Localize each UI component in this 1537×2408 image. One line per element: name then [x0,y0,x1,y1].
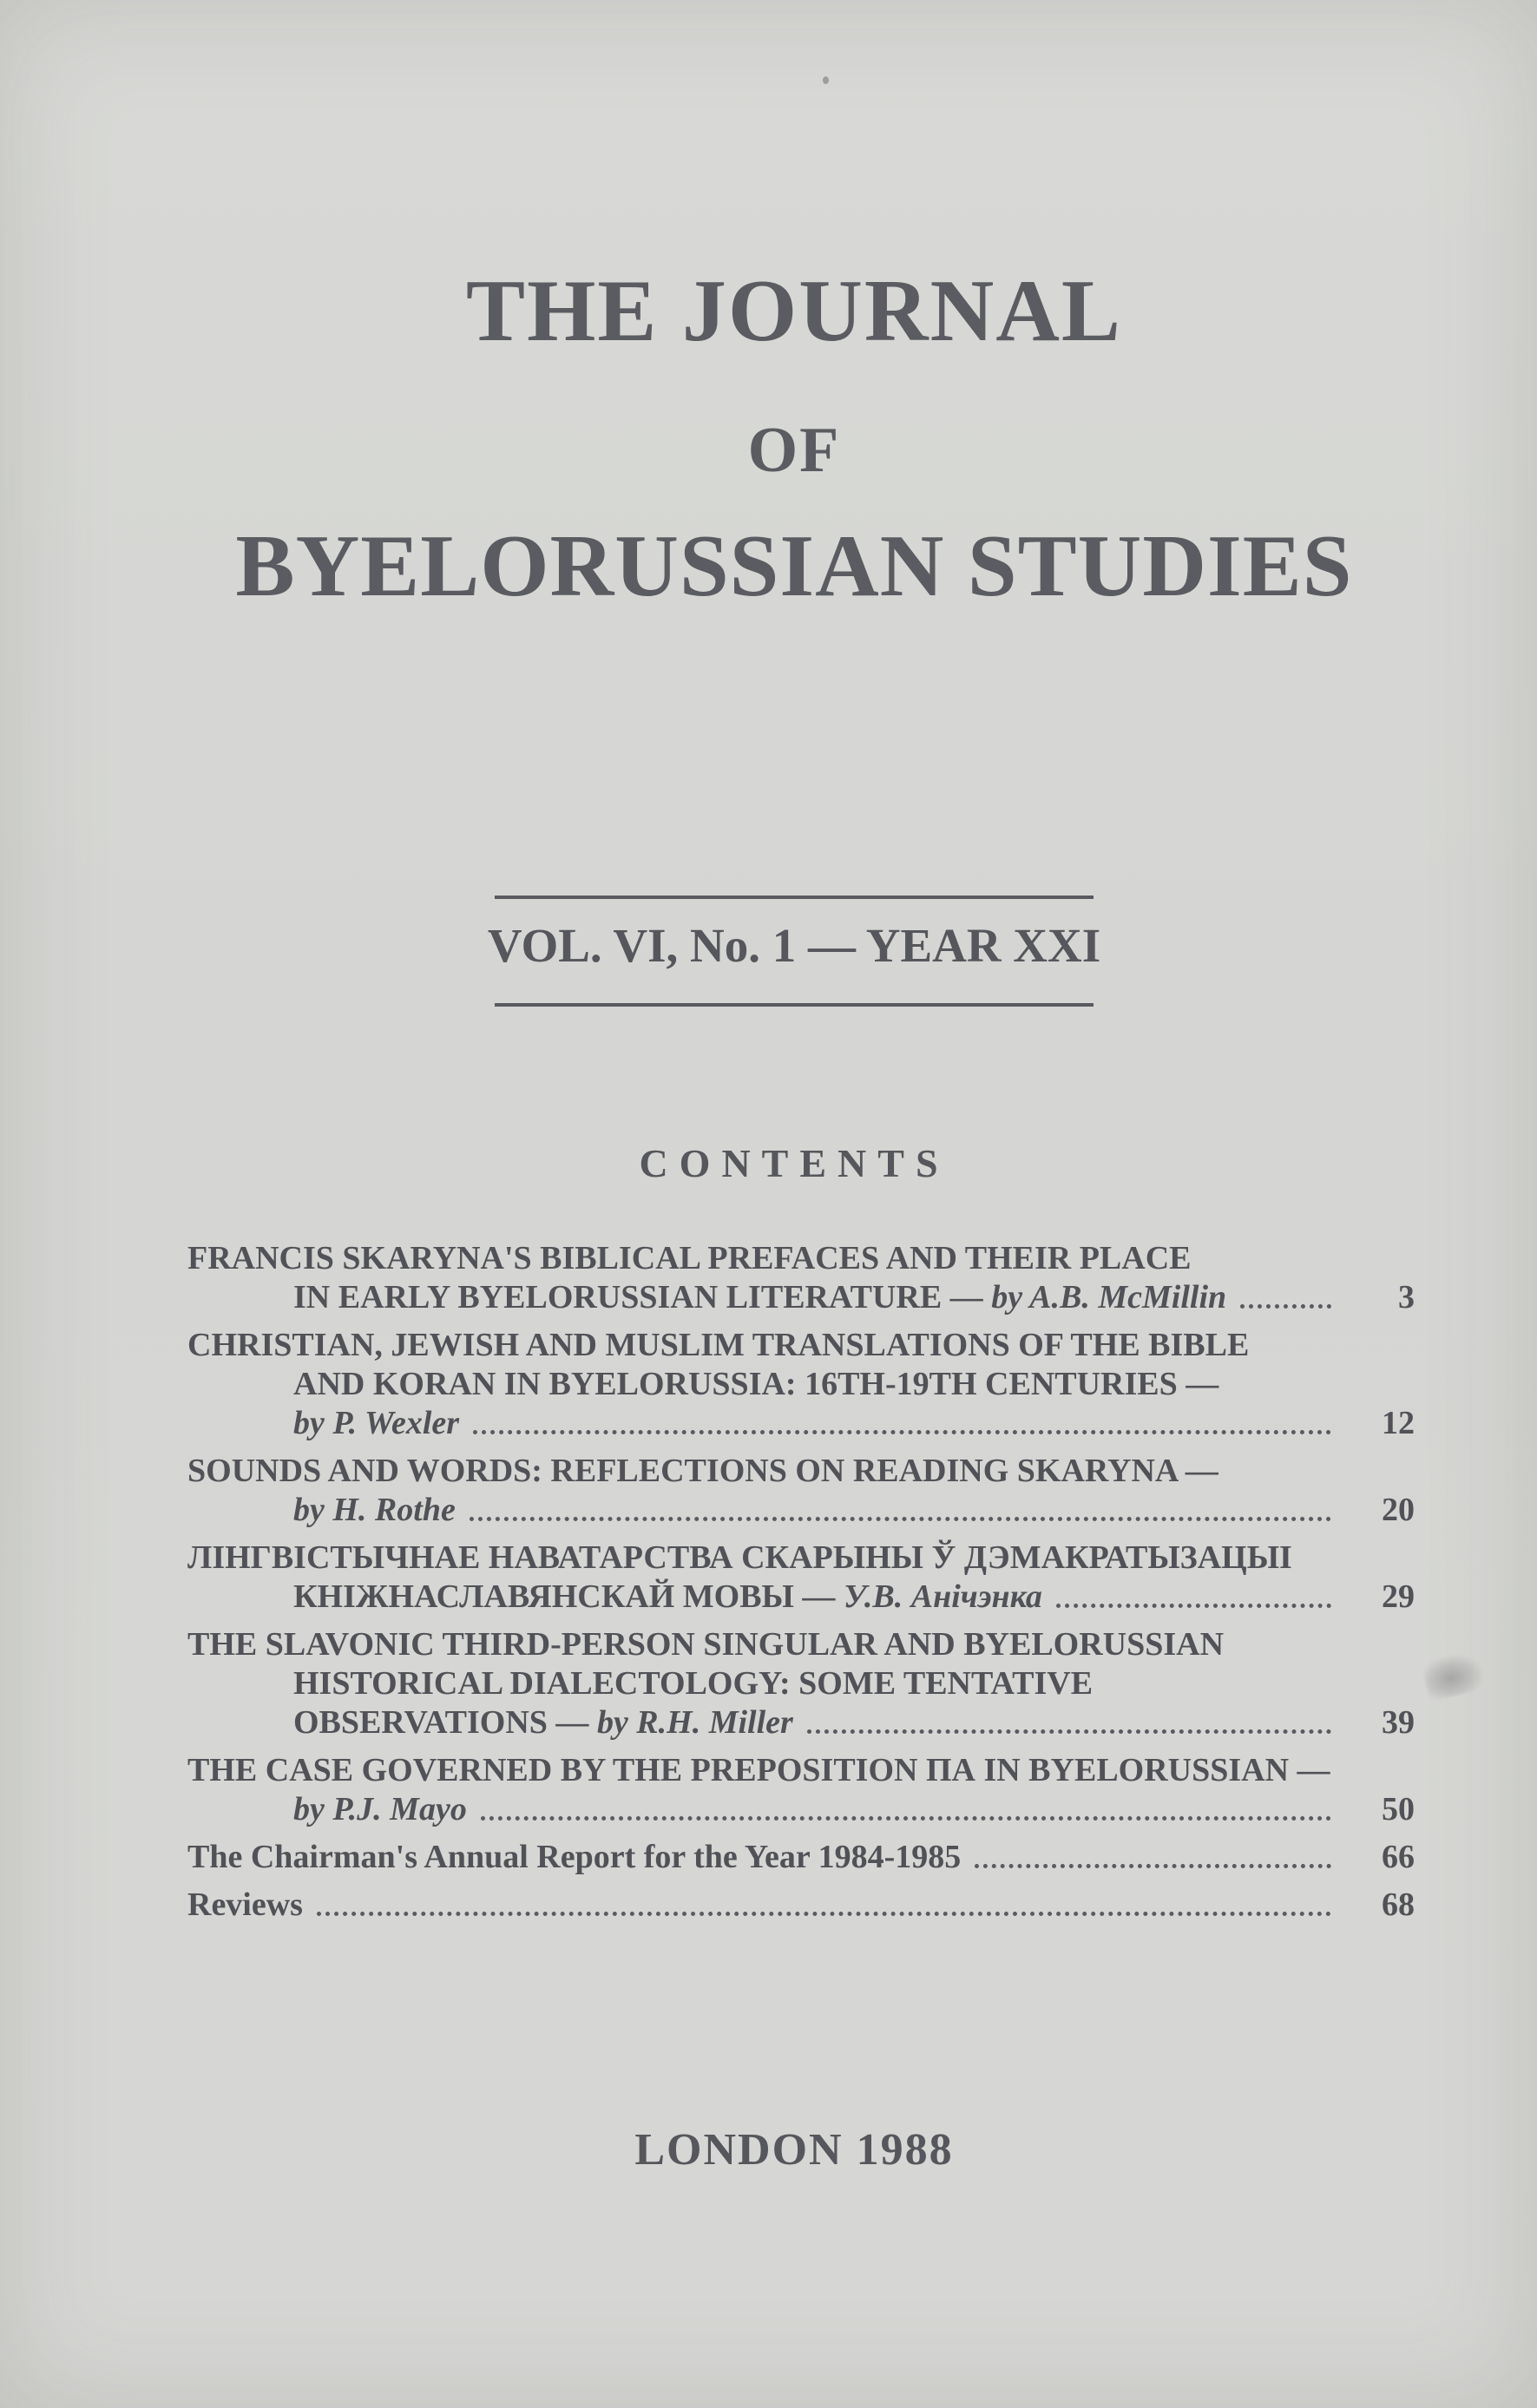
toc-title-text: FRANCIS SKARYNA'S BIBLICAL PREFACES AND THEIR PLACE [187,1240,1192,1276]
toc-title-text: Reviews [187,1886,303,1923]
toc-title-text: HISTORICAL DIALECTOLOGY: SOME TENTATIVE [293,1665,1094,1702]
scan-artifact-speck [823,76,829,84]
toc-title-text: OBSERVATIONS — [293,1704,597,1741]
toc-line [187,1664,1415,1703]
toc-entry [187,1838,1415,1877]
toc-title-text: CHRISTIAN, JEWISH AND MUSLIM TRANSLATIONS OF THE BIBLE [187,1327,1250,1363]
toc-page-number: 39 [1382,1704,1415,1741]
toc-entry [187,1886,1415,1925]
toc-line [187,1239,1415,1278]
toc-author: У.В. Анічэнка [843,1578,1042,1615]
toc-line [187,1790,1415,1829]
imprint-line: LONDON 1988 [634,2125,954,2175]
toc-entry [187,1326,1415,1443]
toc-line [187,1452,1415,1491]
toc-entry [187,1751,1415,1829]
toc-line [187,1751,1415,1790]
toc-line [187,1703,1415,1742]
page-content [174,0,1415,2408]
toc-author: by A.B. McMillin [991,1279,1227,1316]
toc-page-number: 50 [1382,1791,1415,1827]
volume-rule-bottom [495,1003,1094,1007]
toc-line [187,1491,1415,1530]
toc-line [187,1625,1415,1664]
toc-author: by R.H. Miller [596,1704,793,1741]
scan-artifact-smudge [1422,1650,1486,1702]
volume-issue-line: VOL. VI, No. 1 — YEAR XXI [487,919,1101,972]
toc-title-text: SOUNDS AND WORDS: REFLECTIONS ON READING SKARYNA — [187,1453,1218,1489]
journal-title-line2: OF [747,415,841,486]
toc-title-text: THE SLAVONIC THIRD-PERSON SINGULAR AND BYELORUSSIAN [187,1626,1225,1663]
toc-entry [187,1452,1415,1530]
contents-list [187,1239,1415,1925]
toc-page-number: 68 [1382,1886,1415,1923]
toc-page-number: 12 [1382,1405,1415,1441]
journal-title-line1: THE JOURNAL [466,262,1122,360]
toc-title-text: КНІЖНАСЛАВЯНСКАЙ МОВЫ — [293,1578,844,1615]
toc-page-number: 3 [1398,1279,1415,1316]
toc-page-number: 29 [1382,1578,1415,1615]
toc-title-text: AND KORAN IN BYELORUSSIA: 16TH-19TH CENTURIES — [293,1366,1219,1402]
toc-page-number: 20 [1382,1492,1415,1528]
toc-page-number: 66 [1382,1839,1415,1875]
toc-title-text: ЛІНГВІСТЫЧНАЕ НАВАТАРСТВА СКАРЫНЫ Ў ДЭМАКРАТЫЗАЦЫІ [187,1539,1292,1576]
leader-dots [1240,1304,1331,1309]
leader-dots [470,1517,1331,1521]
toc-line [187,1578,1415,1617]
toc-line [187,1326,1415,1365]
toc-entry [187,1239,1415,1317]
volume-rule-top [495,896,1094,899]
toc-author: by H. Rothe [293,1492,456,1528]
toc-title-text: IN EARLY BYELORUSSIAN LITERATURE — [293,1279,992,1316]
toc-author: by P.J. Mayo [293,1791,467,1827]
toc-entry [187,1625,1415,1742]
toc-line [187,1278,1415,1317]
journal-title-line3: BYELORUSSIAN STUDIES [235,517,1353,615]
leader-dots [807,1729,1331,1734]
toc-entry [187,1539,1415,1617]
toc-line [187,1539,1415,1578]
toc-line [187,1404,1415,1443]
toc-line [187,1838,1415,1877]
leader-dots [975,1864,1331,1868]
contents-heading: CONTENTS [639,1141,949,1185]
toc-title-text: The Chairman's Annual Report for the Year 1984-1985 [187,1839,962,1875]
leader-dots [317,1912,1331,1916]
toc-line [187,1365,1415,1404]
leader-dots [473,1430,1331,1434]
toc-line [187,1886,1415,1925]
leader-dots [1056,1604,1331,1608]
leader-dots [481,1816,1331,1821]
toc-title-text: THE CASE GOVERNED BY THE PREPOSITION ПА IN BYELORUSSIAN — [187,1752,1330,1788]
toc-author: by P. Wexler [293,1405,460,1441]
